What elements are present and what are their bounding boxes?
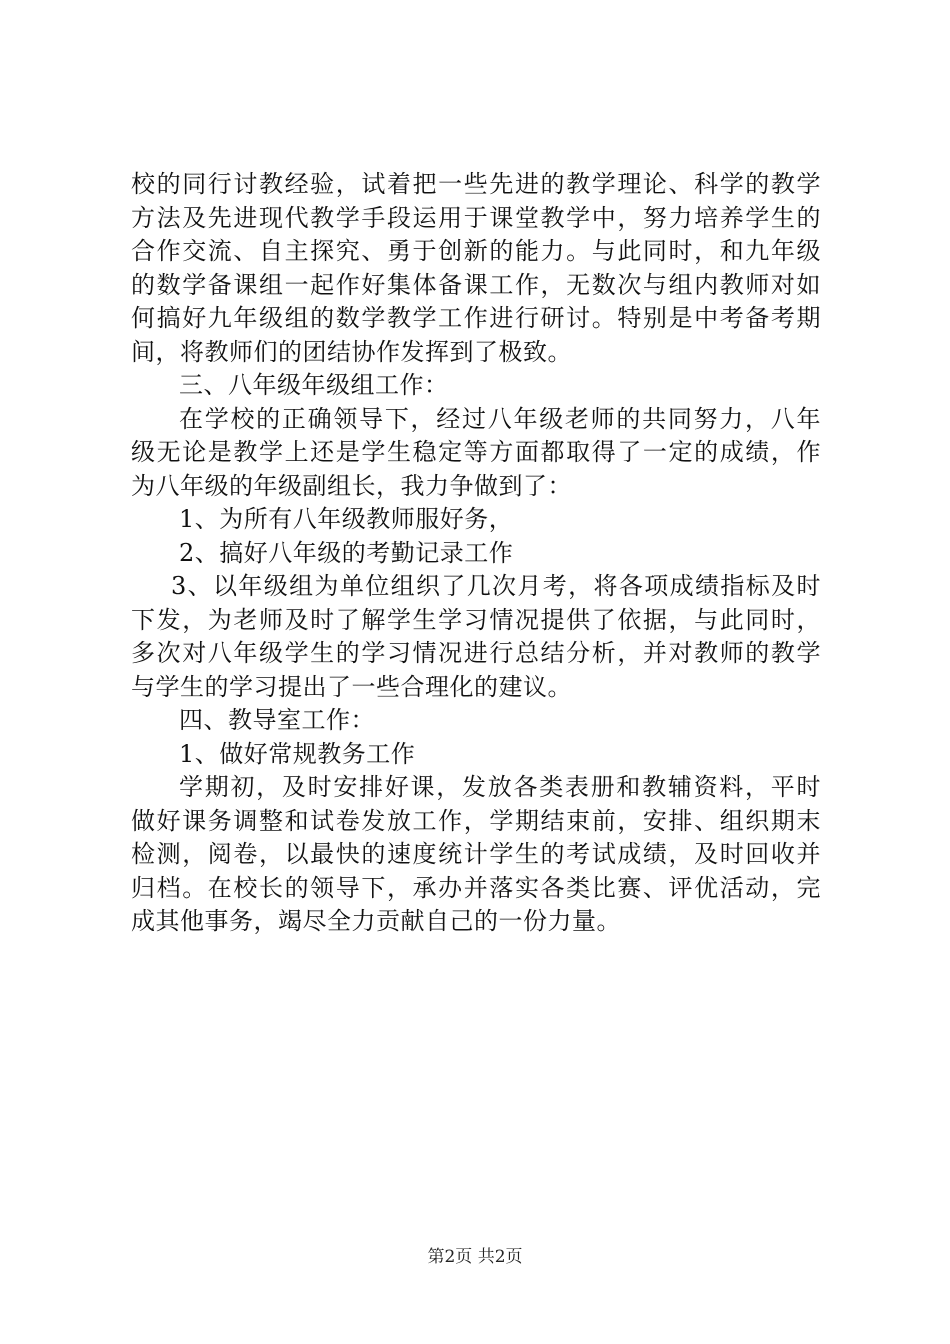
text-line: 检测，阅卷，以最快的速度统计学生的考试成绩，及时回收并	[131, 840, 821, 868]
text-line: 合作交流、自主探究、勇于创新的能力。与此同时，和九年级	[131, 237, 821, 265]
text-line: 为八年级的年级副组长，我力争做到了：	[131, 471, 572, 500]
list-item: 3、以年级组为单位组织了几次月考，将各项成绩指标及时	[171, 572, 821, 600]
text-line: 在学校的正确领导下，经过八年级老师的共同努力，八年	[179, 404, 821, 433]
text-line: 方法及先进现代教学手段运用于课堂教学中，努力培养学生的	[131, 203, 821, 232]
subsection-heading: 1、做好常规教务工作	[179, 739, 416, 768]
text-line: 成其他事务，竭尽全力贡献自己的一份力量。	[131, 907, 621, 935]
text-line: 何搞好九年级组的数学教学工作进行研讨。特别是中考备考期	[131, 304, 821, 332]
text-line: 归档。在校长的领导下，承办并落实各类比赛、评优活动，完	[131, 873, 821, 902]
list-item: 1、为所有八年级教师服好务，	[179, 505, 514, 533]
text-line: 多次对八年级学生的学习情况进行总结分析，并对教师的教学	[131, 639, 821, 667]
text-line: 校的同行讨教经验，试着把一些先进的教学理论、科学的教学	[131, 170, 821, 198]
section-heading: 三、八年级年级组工作：	[179, 371, 449, 399]
text-line: 做好课务调整和试卷发放工作，学期结束前，安排、组织期末	[131, 806, 821, 835]
text-line: 学期初，及时安排好课，发放各类表册和教辅资料，平时	[179, 773, 821, 801]
page-footer	[0, 1242, 950, 1267]
section-heading: 四、教导室工作：	[179, 706, 375, 734]
text-line: 与学生的学习提出了一些合理化的建议。	[131, 672, 572, 701]
text-line: 级无论是教学上还是学生稳定等方面都取得了一定的成绩，作	[131, 438, 821, 466]
text-line: 间，将教师们的团结协作发挥到了极致。	[131, 337, 572, 366]
text-line: 下发，为老师及时了解学生学习情况提供了依据，与此同时，	[131, 605, 821, 634]
page-indicator: 第2页 共2页	[427, 1247, 523, 1267]
document-body	[131, 168, 821, 939]
text-line: 的数学备课组一起作好集体备课工作，无数次与组内教师对如	[131, 270, 821, 299]
list-item: 2、搞好八年级的考勤记录工作	[179, 538, 514, 567]
